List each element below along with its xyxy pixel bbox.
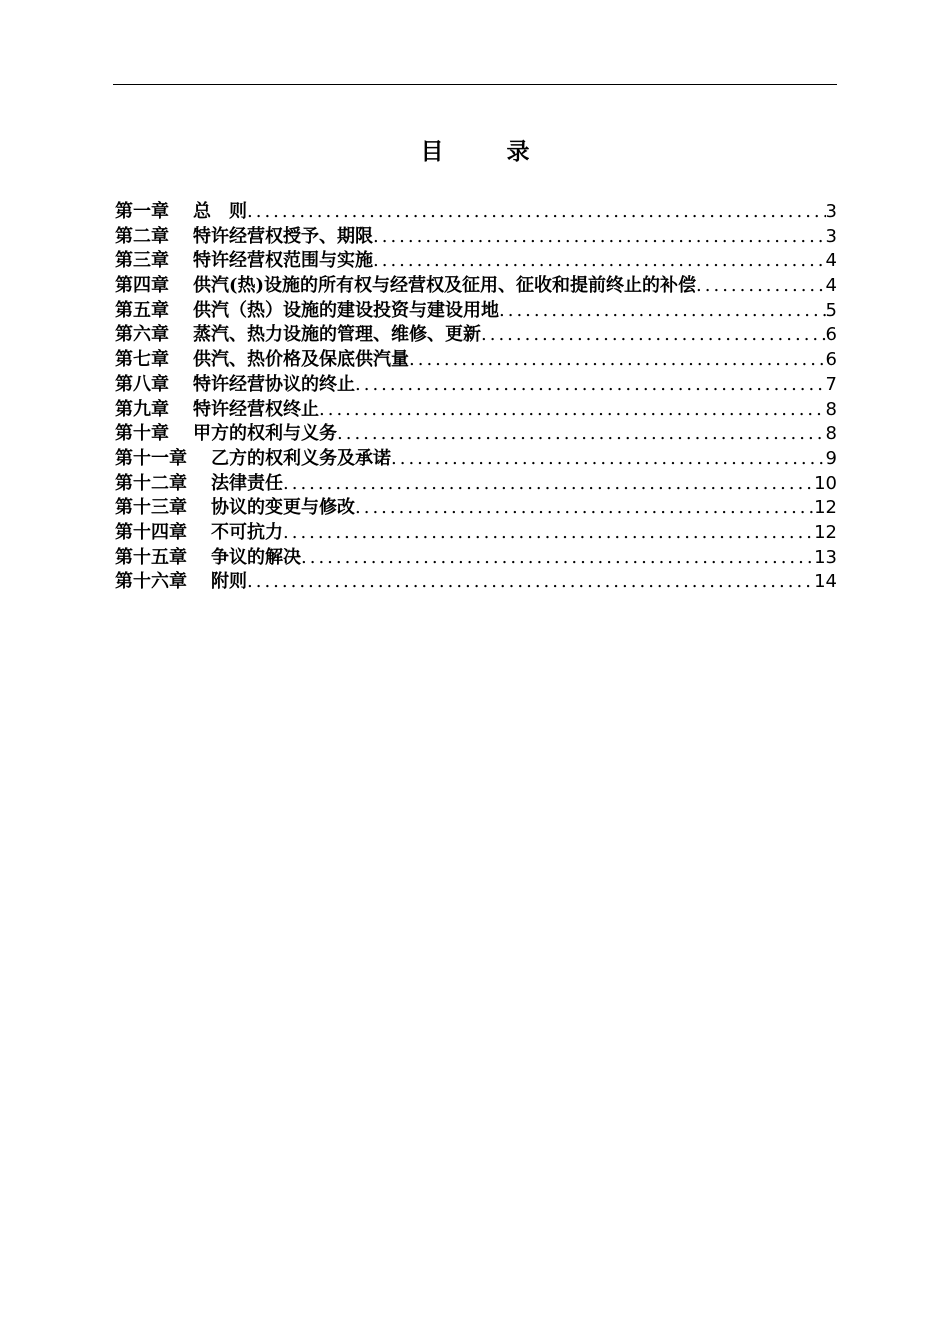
toc-entry[interactable]: [115, 398, 837, 423]
toc-dot-leader: [373, 249, 826, 274]
toc-page-number: 14: [814, 571, 837, 593]
toc-chapter-title: 法律责任: [211, 472, 283, 494]
toc-dot-leader: [696, 274, 826, 299]
toc-chapter-number: 第十六章: [115, 571, 187, 593]
toc-page-number: 12: [814, 497, 837, 519]
toc-entry[interactable]: [115, 447, 837, 472]
toc-page-number: 3: [825, 225, 837, 247]
toc-chapter-title: 协议的变更与修改: [211, 497, 355, 519]
toc-chapter-number: 第十三章: [115, 497, 187, 519]
toc-entry[interactable]: [115, 472, 837, 497]
toc-page-number: 3: [825, 201, 837, 222]
toc-entry[interactable]: [115, 570, 837, 595]
toc-page-number: 6: [825, 324, 837, 346]
toc-page-number: 9: [825, 447, 837, 469]
toc-chapter-title: 供汽（热）设施的建设投资与建设用地: [193, 299, 499, 321]
toc-chapter-title: 供汽、热价格及保底供汽量: [193, 349, 409, 371]
toc-entry[interactable]: [115, 521, 837, 546]
toc-chapter-number: 第十五章: [115, 546, 187, 568]
toc-dot-leader: [283, 521, 814, 546]
toc-page-number: 12: [814, 521, 837, 543]
toc-dot-leader: [499, 299, 826, 324]
toc-chapter-title: 争议的解决: [211, 546, 301, 568]
toc-page-number: 8: [825, 398, 837, 420]
toc-entry[interactable]: [115, 249, 837, 274]
toc-entry[interactable]: [115, 274, 837, 299]
toc-dot-leader: [247, 200, 826, 225]
toc-title: 目 录: [420, 138, 550, 165]
toc-page-number: 10: [814, 472, 837, 494]
toc-chapter-title: 供汽(热)设施的所有权与经营权及征用、征收和提前终止的补偿: [193, 275, 697, 297]
toc-entry[interactable]: [115, 496, 837, 521]
toc-entry[interactable]: [115, 422, 837, 447]
toc-chapter-title: 附则: [211, 571, 247, 593]
toc-chapter-title: 特许经营协议的终止: [193, 373, 355, 395]
toc-entry[interactable]: [115, 200, 837, 225]
toc-page-number: 7: [825, 373, 837, 395]
toc-chapter-number: 第十四章: [115, 521, 187, 543]
toc-dot-leader: [481, 323, 826, 348]
toc-dot-leader: [337, 422, 826, 447]
toc-page-number: 13: [814, 546, 837, 568]
toc-chapter-number: 第九章: [115, 398, 169, 420]
toc-chapter-title: 甲方的权利与义务: [193, 423, 337, 445]
toc-chapter-number: 第五章: [115, 299, 169, 321]
toc-chapter-number: 第十二章: [115, 472, 187, 494]
toc-page-number: 8: [825, 423, 837, 445]
toc-dot-leader: [391, 447, 826, 472]
toc-chapter-title: 不可抗力: [211, 521, 283, 543]
toc-page-number: 5: [825, 299, 837, 321]
toc-entry[interactable]: [115, 373, 837, 398]
header-rule: [113, 84, 837, 85]
toc-chapter-title: 特许经营权授予、期限: [193, 225, 373, 247]
toc-page-number: 6: [825, 349, 837, 371]
toc-chapter-number: 第二章: [115, 225, 169, 247]
toc-chapter-title: 特许经营权终止: [193, 398, 319, 420]
toc-chapter-number: 第三章: [115, 250, 169, 272]
toc-dot-leader: [247, 570, 814, 595]
toc-chapter-number: 第十章: [115, 423, 169, 445]
toc-dot-leader: [301, 546, 814, 571]
toc-chapter-number: 第七章: [115, 349, 169, 371]
toc-chapter-number: 第八章: [115, 373, 169, 395]
toc-chapter-title: 蒸汽、热力设施的管理、维修、更新: [193, 324, 481, 346]
toc-chapter-number: 第四章: [115, 275, 169, 297]
toc-entry[interactable]: [115, 323, 837, 348]
toc-entry[interactable]: [115, 546, 837, 571]
toc-chapter-title: 乙方的权利义务及承诺: [211, 447, 391, 469]
toc-dot-leader: [355, 373, 826, 398]
toc-entry[interactable]: [115, 348, 837, 373]
toc-chapter-number: 第十一章: [115, 447, 187, 469]
toc-page-number: 4: [825, 275, 837, 297]
table-of-contents: [115, 200, 837, 595]
toc-chapter-number: 第一章: [115, 201, 169, 222]
toc-dot-leader: [373, 225, 826, 250]
toc-entry[interactable]: [115, 225, 837, 250]
toc-dot-leader: [355, 496, 814, 521]
toc-chapter-number: 第六章: [115, 324, 169, 346]
toc-entry[interactable]: [115, 299, 837, 324]
toc-chapter-title: 特许经营权范围与实施: [193, 250, 373, 272]
toc-dot-leader: [283, 472, 814, 497]
toc-dot-leader: [319, 398, 826, 423]
toc-dot-leader: [409, 348, 826, 373]
toc-chapter-title: 总 则: [193, 201, 247, 222]
toc-page-number: 4: [825, 250, 837, 272]
